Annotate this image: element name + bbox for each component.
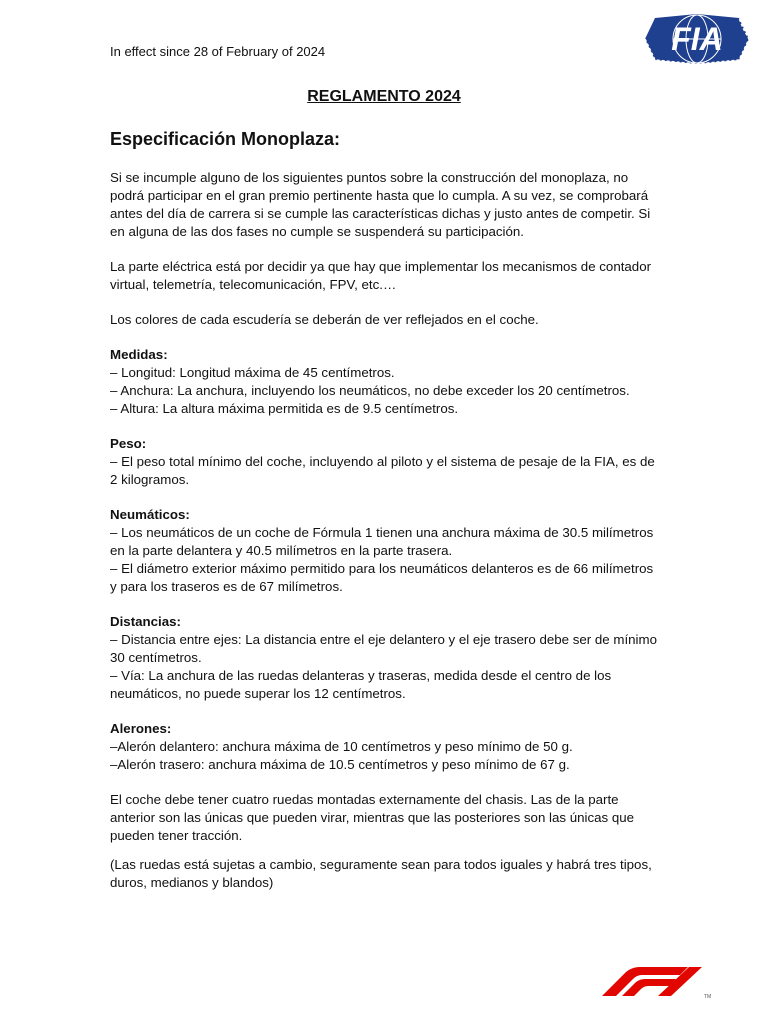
closing-paragraph: (Las ruedas está sujetas a cambio, seguramente sean para todos iguales y habrá tres tipos, duros, medianos y blandos): [110, 857, 652, 890]
section-item: – Los neumáticos de un coche de Fórmula 1 tienen una anchura máxima de 30.5 milímetros en la parte delantera y 40.5 milímetros en la parte trasera.: [110, 525, 654, 558]
effect-date-line: In effect since 28 of February of 2024: [110, 44, 326, 59]
section-medidas: [110, 346, 660, 418]
section-title: Medidas:: [110, 347, 168, 362]
section-title: Peso:: [110, 436, 147, 451]
document-body: [110, 169, 660, 909]
section-item: – Altura: La altura máxima permitida es de 9.5 centímetros.: [110, 401, 459, 416]
section-neumaticos: [110, 506, 660, 596]
section-peso: [110, 435, 660, 489]
f1-logo: [600, 964, 730, 1000]
spec-heading: Especificación Monoplaza:: [110, 129, 341, 149]
closing-paragraph: El coche debe tener cuatro ruedas montadas externamente del chasis. Las de la parte anterior son las únicas que pueden virar, mientras que las posteriores son las únicas que pueden tener tracción.: [110, 792, 635, 843]
section-item: – Vía: La anchura de las ruedas delanteras y traseras, medida desde el centro de los neumáticos, no puede superar los 12 centímetros.: [110, 668, 612, 701]
section-title: Distancias:: [110, 614, 181, 629]
intro-paragraph: Los colores de cada escudería se deberán de ver reflejados en el coche.: [110, 312, 539, 327]
section-item: – Longitud: Longitud máxima de 45 centímetros.: [110, 365, 395, 380]
section-item: – Anchura: La anchura, incluyendo los neumáticos, no debe exceder los 20 centímetros.: [110, 383, 630, 398]
section-item: – Distancia entre ejes: La distancia entre el eje delantero y el eje trasero debe ser de mínimo 30 centímetros.: [110, 632, 657, 665]
fia-logo: [643, 10, 751, 68]
document-title: REGLAMENTO 2024: [307, 88, 461, 105]
section-item: – El diámetro exterior máximo permitido para los neumáticos delanteros es de 66 milímetros y para los traseros es de 67 milímetros.: [110, 561, 654, 594]
section-title: Neumáticos:: [110, 507, 190, 522]
intro-paragraph: La parte eléctrica está por decidir ya que hay que implementar los mecanismos de contador virtual, telemetría, telecomunicación, FPV, etc.…: [110, 259, 652, 292]
section-title: Alerones:: [110, 721, 172, 736]
section-distancias: [110, 613, 660, 703]
intro-paragraph: Si se incumple alguno de los siguientes puntos sobre la construcción del monoplaza, no podrá participar en el gran premio pertinente hasta que lo cumpla. A su vez, se comprobará antes del día de carrera si se cumple las características dichas y justo antes de competir. Si en alguna de las dos fases no cumple se suspenderá su participación.: [110, 170, 651, 239]
svg-text:FIA: FIA: [671, 21, 723, 57]
svg-text:TM: TM: [704, 994, 712, 1000]
section-alerones: [110, 720, 660, 774]
section-item: –Alerón trasero: anchura máxima de 10.5 centímetros y peso mínimo de 67 g.: [110, 757, 570, 772]
section-item: –Alerón delantero: anchura máxima de 10 centímetros y peso mínimo de 50 g.: [110, 739, 573, 754]
section-item: – El peso total mínimo del coche, incluyendo al piloto y el sistema de pesaje de la FIA, es de 2 kilogramos.: [110, 454, 655, 487]
